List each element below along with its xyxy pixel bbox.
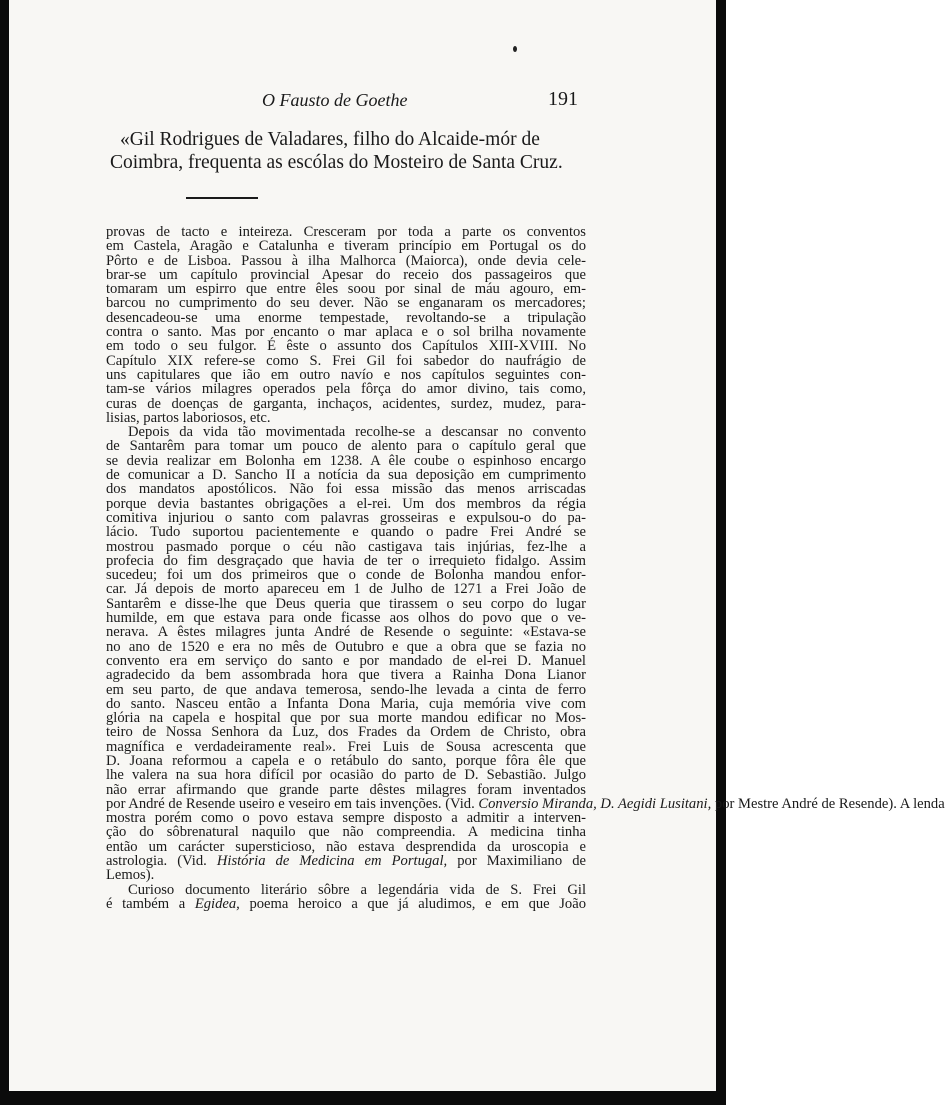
separator-rule [186, 197, 258, 199]
text-line: Capítulo XIX refere-se como S. Frei Gil foi sabedor do naufrágio de [106, 352, 586, 369]
text-line: lácio. Tudo suportou pacientemente e quando o padre Frei André se [106, 524, 586, 541]
scan-border-right [716, 0, 726, 1105]
scan-border-bottom [0, 1091, 726, 1105]
text-line: no ano de 1520 e era no mês de Outubro e que a obra que se fazia no [106, 638, 586, 655]
text-line: se devia realizar em Bolonha em 1238. A êle coube o espinhoso encargo [106, 452, 586, 469]
text-line: uns capitulares que ião em outro navío e nos capítulos seguintes con- [106, 366, 586, 383]
text-fragment: por Maximiliano de [457, 853, 586, 870]
text-line: em Castela, Aragão e Catalunha e tiveram princípio em Portugal os do [106, 238, 586, 255]
text-line: tam-se vários milagres operados pela fôrça do amor divino, tais como, [106, 381, 586, 398]
text-fragment: astrologia. (Vid. [106, 853, 207, 870]
text-line: brar-se um capítulo provincial Apesar do receio dos passageiros que [106, 266, 586, 283]
text-line: nerava. A êstes milagres junta André de Resende o seguinte: «Estava-se [106, 624, 586, 641]
text-fragment: é também a [106, 895, 186, 912]
text-line: barcou no cumprimento do seu dever. Não se enganaram os mercadores; [106, 295, 586, 312]
text-line: contra o santo. Mas por encanto o mar aplaca e o sol brilha novamente [106, 324, 586, 341]
page-number: 191 [548, 88, 578, 110]
text-line: magnífica e verdadeiramente real». Frei Luis de Sousa acrescenta que [106, 738, 586, 755]
cited-work-title: Egidea, [194, 895, 240, 912]
text-line: não errar afirmando que grande parte dêstes milagres foram inventados [106, 781, 586, 798]
scan-border-left [0, 0, 9, 1105]
text-line: glória na capela e hospital que por sua morte mandou edificar no Mos- [106, 710, 586, 727]
running-head: O Fausto de Goethe [262, 90, 408, 110]
text-line: mostra porém como o povo estava sempre disposto a admitir a interven- [106, 810, 586, 827]
caption-line: Coimbra, frequenta as escólas do Mosteiro de Santa Cruz. [110, 152, 563, 173]
text-line: então um carácter supersticioso, não estava desprendida da uroscopia e [106, 838, 586, 855]
ink-speck [513, 46, 517, 52]
body-text [106, 224, 945, 912]
text-line: porque devia bastantes obrigações a el-rei. Um dos membros da régia [106, 495, 586, 512]
text-line: lisias, partos laboriosos, etc. [106, 409, 271, 426]
text-line: sucedeu; foi um dos primeiros que o conde de Bolonha mandou enfor- [106, 567, 586, 584]
text-line: dos mandatos apostólicos. Não foi essa missão das menos arriscadas [106, 481, 586, 498]
text-line: desencadeou-se uma enorme tempestade, revoltando-se a tripulação [106, 309, 586, 326]
text-line: de comunicar a D. Sancho II a notícia da sua deposição em cumprimento [106, 467, 586, 484]
illustration-caption [110, 128, 582, 174]
text-fragment: poema heroico a que já aludimos, e em que João [249, 895, 587, 912]
text-line [106, 854, 586, 868]
text-line: Santarêm e disse-lhe que Deus queria que tirassem o seu corpo do lugar [106, 595, 586, 612]
text-line: ção do sôbrenatural naquilo que não compreendia. A medicina tinha [106, 824, 586, 841]
text-line: agradecido da bem assombrada hora que tivera a Rainha Dona Lianor [106, 667, 586, 684]
text-fragment: por André de Resende useiro e veseiro em tais invenções. (Vid. [106, 795, 475, 812]
text-line: car. Já depois de morto apareceu em 1 de Julho de 1271 a Frei João de [106, 581, 586, 598]
text-line: em todo o seu fulgor. É êste o assunto dos Capítulos XIII-XVIII. No [106, 338, 586, 355]
text-line: humilde, em que estava para onde ficasse aos olhos do povo que o ve- [106, 610, 586, 627]
caption-line: «Gil Rodrigues de Valadares, filho do Alcaide-mór de [120, 129, 540, 150]
text-line: teiro de Nossa Senhora da Luz, dos Frades da Ordem de Christo, obra [106, 724, 586, 741]
text-line: Lemos). [106, 867, 155, 884]
text-line: D. Joana reformou a capela e o retábulo do santo, porque fôra êle que [106, 752, 586, 769]
text-line: Pôrto e de Lisboa. Passou à ilha Malhorca (Maiorca), onde devia cele- [106, 252, 586, 269]
text-line [106, 897, 586, 911]
text-line: lhe valera na sua hora difícil por ocasião do parto de D. Sebastião. Julgo [106, 767, 586, 784]
text-fragment: por Mestre André de Resende). A lenda [714, 795, 945, 812]
text-line: curas de doenças de garganta, inchaços, acidentes, surdez, mudez, para- [106, 395, 586, 412]
text-line: de Santarêm para tomar um pouco de alento para o capítulo geral que [106, 438, 586, 455]
text-line: do santo. Nasceu então a Infanta Dona Maria, cuja memória vive com [106, 695, 586, 712]
text-line [106, 795, 945, 812]
text-line: tomaram um espirro que entre êles soou por sinal de máu agouro, em- [106, 281, 586, 298]
text-line: mostrou pasmado porque o céu não castigava tais injúrias, fez-lhe a [106, 538, 586, 555]
cited-work-title: História de Medicina em Portugal, [216, 853, 448, 870]
text-line: Curioso documento literário sôbre a legendária vida de S. Frei Gil [128, 881, 586, 898]
text-line: convento era em serviço do santo e por mandado de el-rei D. Manuel [106, 652, 586, 669]
text-line: em seu parto, de que andava temerosa, sendo-lhe levada a cinta de ferro [106, 681, 586, 698]
text-line: provas de tacto e inteireza. Cresceram por toda a parte os conventos [106, 224, 586, 240]
cited-work-title: Conversio Miranda, D. Aegidi Lusitani, [478, 795, 712, 812]
text-line: Depois da vida tão movimentada recolhe-se a descansar no convento [128, 424, 586, 441]
text-line: comitiva injuriou o santo com palavras grosseiras e expulsou-o do pa- [106, 509, 586, 526]
text-line: profecia do fim desgraçado que havia de ter o irrequieto fidalgo. Assim [106, 552, 586, 569]
